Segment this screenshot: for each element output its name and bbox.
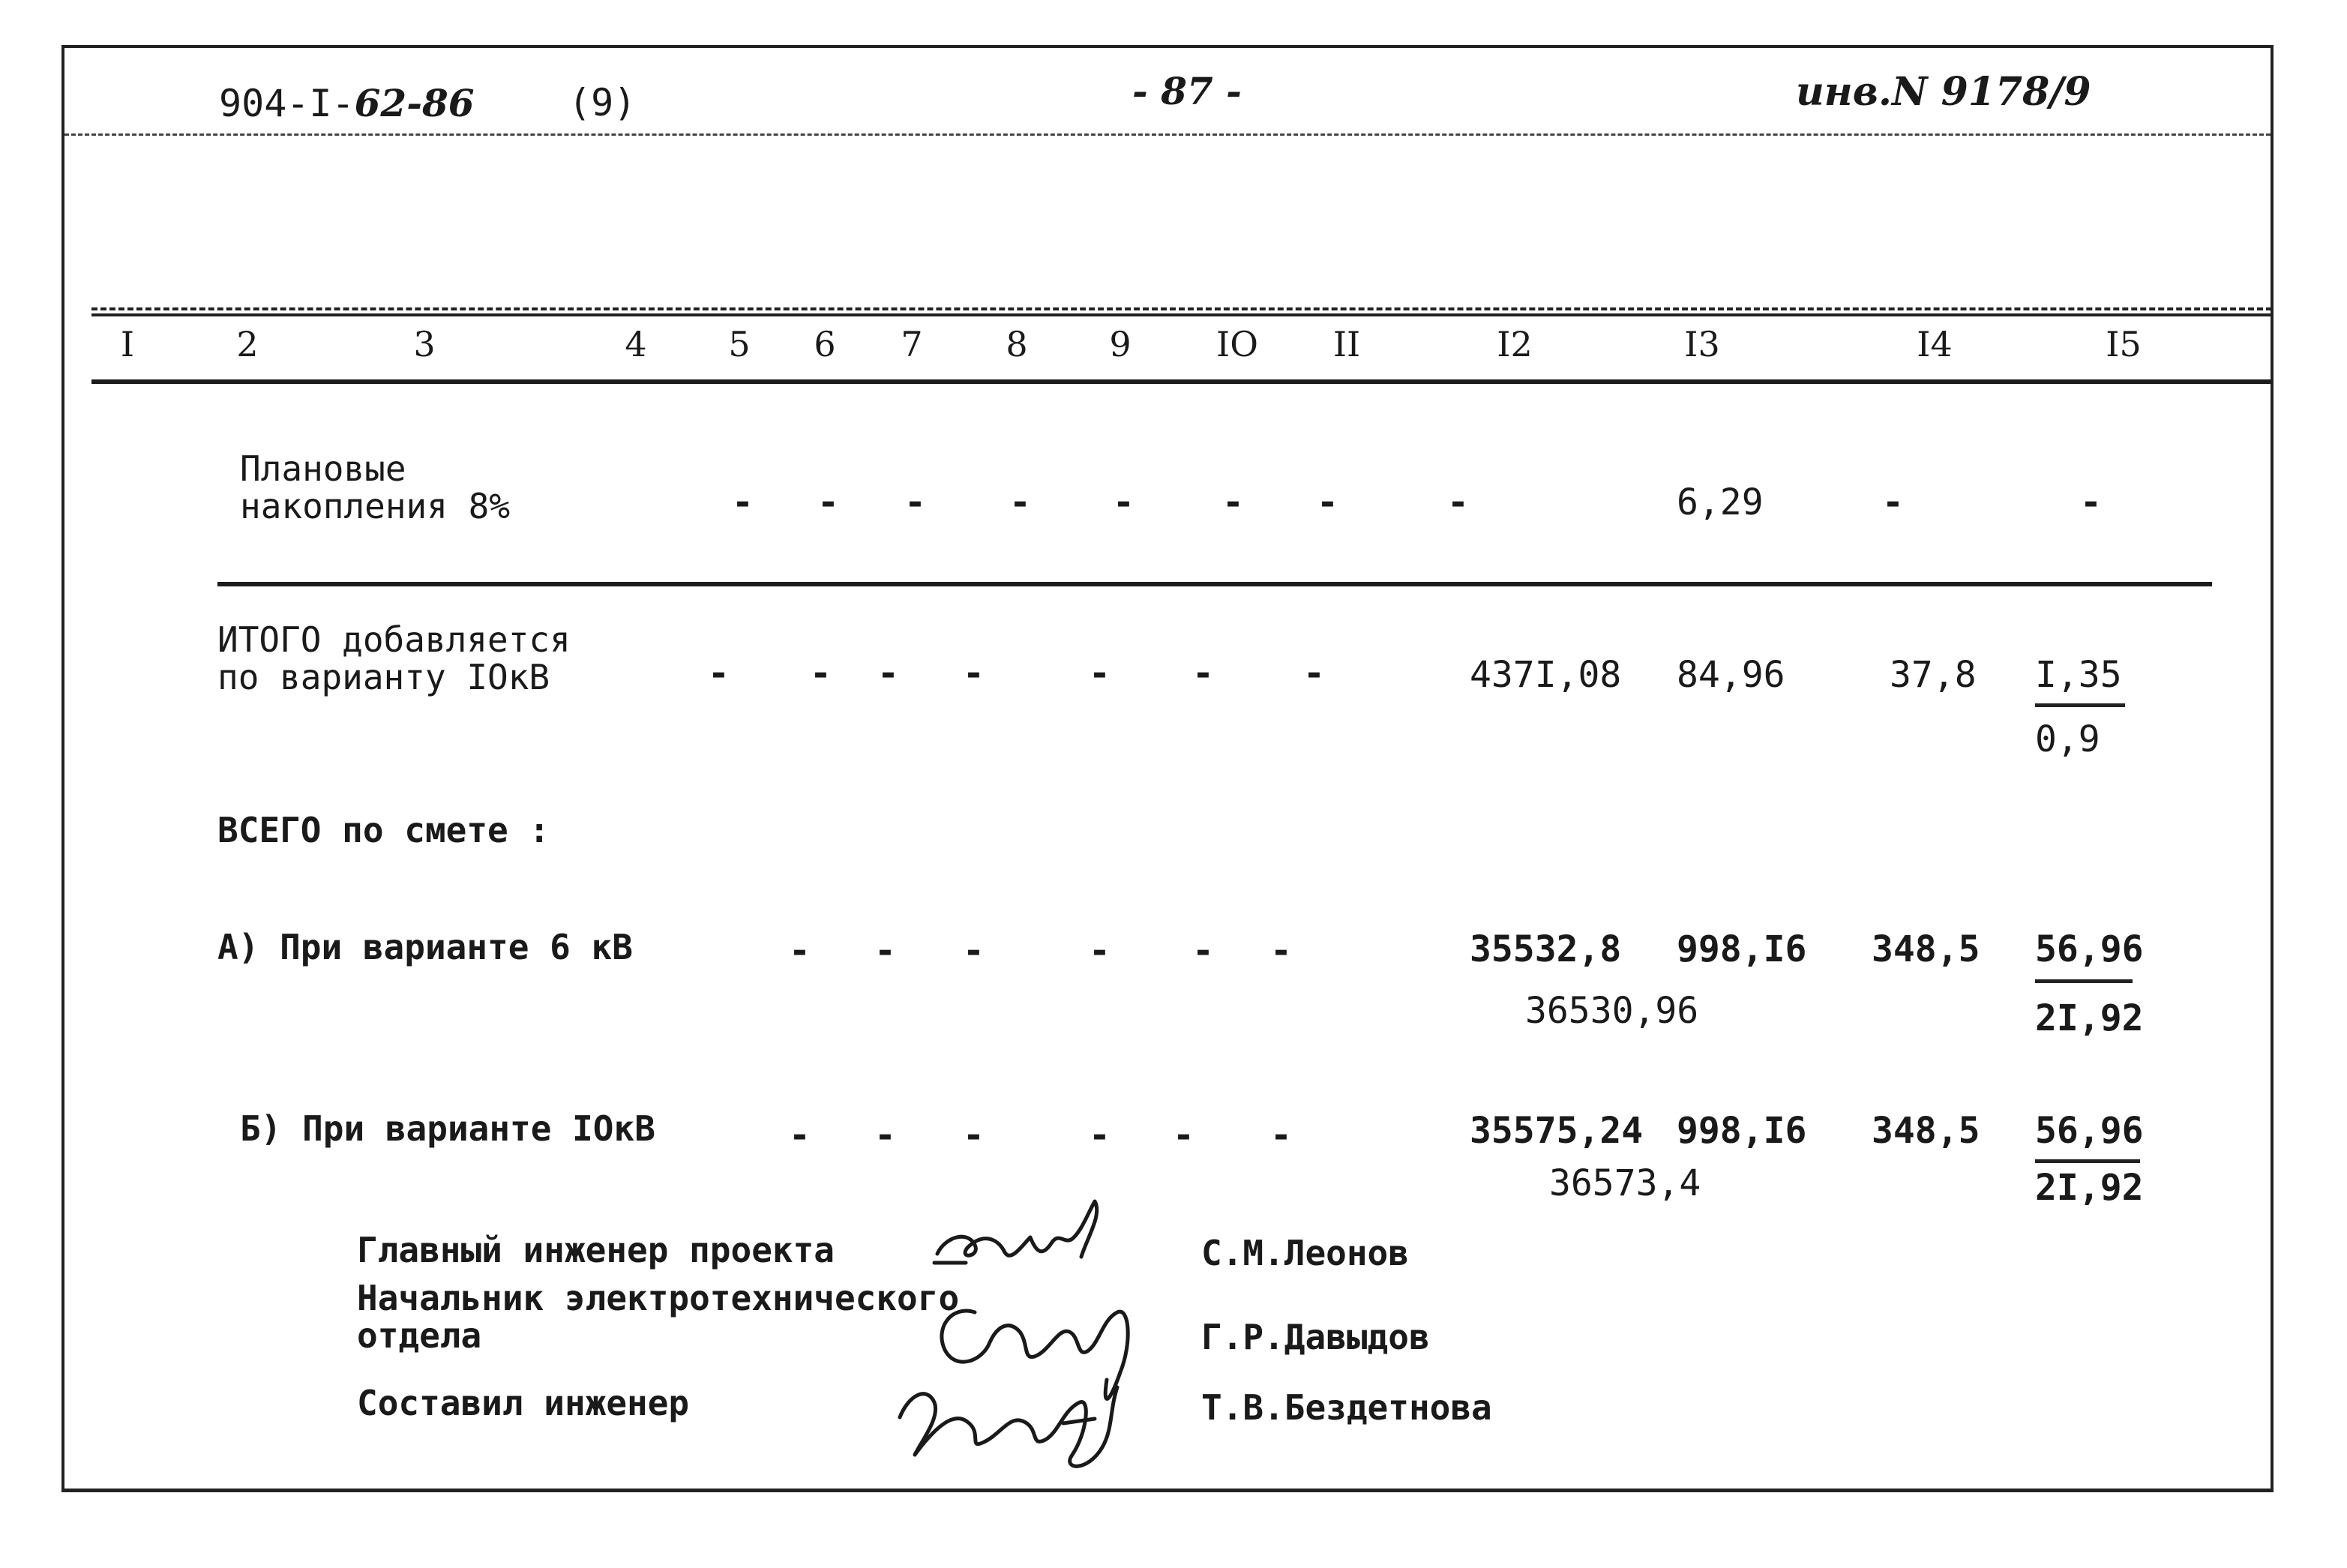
column-number: I5 bbox=[2106, 324, 2142, 364]
cell-col15-top: 56,96 bbox=[2035, 1110, 2144, 1152]
dash-cell: - bbox=[874, 930, 896, 972]
cell-col12: 437I,08 bbox=[1470, 654, 1622, 696]
column-number: 8 bbox=[1006, 324, 1028, 364]
cell-col12: 35532,8 bbox=[1470, 928, 1622, 970]
dash-cell: - bbox=[904, 481, 926, 523]
dash-cell: - bbox=[1173, 1114, 1194, 1156]
row-label-variant-a: А) При варианте 6 кВ bbox=[217, 927, 633, 967]
column-number: I bbox=[120, 324, 135, 364]
row-label-line: ИТОГО добавляется bbox=[217, 619, 571, 660]
header-divider bbox=[64, 133, 2271, 136]
document-code-handwritten: 62-86 bbox=[354, 81, 475, 125]
signatory-role-line: Начальник электротехнического bbox=[357, 1278, 960, 1318]
dash-cell: - bbox=[963, 1114, 985, 1156]
row-sum: 36530,96 bbox=[1525, 990, 1699, 1032]
row-label-variant-b: Б) При варианте IOкВ bbox=[240, 1108, 655, 1149]
column-number: I4 bbox=[1917, 324, 1953, 364]
dash-cell: - bbox=[789, 930, 811, 972]
row-label-total-estimate: ВСЕГО по смете : bbox=[217, 810, 550, 850]
cell-col14: 37,8 bbox=[1890, 654, 1977, 696]
dash-cell: - bbox=[789, 1114, 811, 1156]
dash-cell: - bbox=[1270, 1114, 1292, 1156]
dash-cell: - bbox=[1270, 930, 1292, 972]
column-number: 2 bbox=[236, 324, 259, 364]
row-label-line: по варианту IOкВ bbox=[217, 657, 550, 697]
column-number: 9 bbox=[1109, 324, 1132, 364]
dash-cell: - bbox=[1882, 481, 1904, 523]
signatory-name: Т.В.Бездетнова bbox=[1201, 1387, 1492, 1428]
cell-col15-top: I,35 bbox=[2035, 654, 2122, 696]
fraction-line bbox=[2035, 1159, 2140, 1163]
column-number: 7 bbox=[901, 324, 923, 364]
dash-cell: - bbox=[2080, 481, 2102, 523]
sheet-number: (9) bbox=[568, 81, 637, 124]
column-number: IO bbox=[1216, 324, 1258, 364]
signatory-name: Г.Р.Давыдов bbox=[1201, 1317, 1430, 1357]
cell-col15-top: 56,96 bbox=[2035, 928, 2144, 970]
dash-cell: - bbox=[877, 652, 899, 694]
cell-col13: 998,I6 bbox=[1677, 1110, 1807, 1152]
dash-cell: - bbox=[817, 481, 839, 523]
column-number: 6 bbox=[814, 324, 836, 364]
dash-cell: - bbox=[1192, 652, 1214, 694]
cell-col13: 6,29 bbox=[1677, 481, 1764, 523]
dash-cell: - bbox=[708, 652, 730, 694]
dash-cell: - bbox=[810, 652, 832, 694]
dash-cell: - bbox=[874, 1114, 896, 1156]
column-number: I3 bbox=[1684, 324, 1720, 364]
inventory-number: инв.N 9178/9 bbox=[1796, 69, 2091, 115]
signatory-role: Составил инженер bbox=[357, 1383, 690, 1423]
cell-col14: 348,5 bbox=[1872, 1110, 1980, 1152]
dash-cell: - bbox=[732, 481, 754, 523]
column-number: 3 bbox=[413, 324, 436, 364]
row-label-planned bbox=[240, 450, 510, 525]
row-label-line: накопления 8% bbox=[240, 486, 511, 526]
cell-col13: 998,I6 bbox=[1677, 928, 1807, 970]
dash-cell: - bbox=[1317, 481, 1338, 523]
dash-cell: - bbox=[1113, 481, 1135, 523]
cell-col14: 348,5 bbox=[1872, 928, 1980, 970]
handwritten-signatures bbox=[862, 1185, 1207, 1485]
column-number: I2 bbox=[1497, 324, 1533, 364]
fraction-line bbox=[2035, 703, 2125, 707]
cell-col13: 84,96 bbox=[1677, 654, 1785, 696]
dash-cell: - bbox=[1089, 652, 1111, 694]
column-header-top-rule bbox=[91, 307, 2272, 316]
page-number: - 87 - bbox=[1132, 69, 1242, 113]
fraction-line bbox=[2035, 979, 2133, 983]
column-number: 4 bbox=[625, 324, 647, 364]
signatory-role-line: отдела bbox=[357, 1315, 482, 1356]
dash-cell: - bbox=[1089, 1114, 1111, 1156]
cell-col15-bottom: 2I,92 bbox=[2035, 1167, 2144, 1209]
cell-col15-bottom: 0,9 bbox=[2035, 718, 2100, 760]
cell-col15-bottom: 2I,92 bbox=[2035, 997, 2144, 1039]
column-number: 5 bbox=[728, 324, 751, 364]
row-label-total-added bbox=[217, 621, 571, 696]
row-label-line: Плановые bbox=[240, 448, 406, 489]
document-code-printed: 904-I- bbox=[219, 82, 355, 125]
column-header-bottom-rule bbox=[91, 379, 2272, 384]
dash-cell: - bbox=[1222, 481, 1244, 523]
dash-cell: - bbox=[1447, 481, 1469, 523]
row-sum: 36573,4 bbox=[1549, 1162, 1701, 1204]
signatory-role: Главный инженер проекта bbox=[357, 1230, 835, 1270]
dash-cell: - bbox=[1192, 930, 1214, 972]
dash-cell: - bbox=[1303, 652, 1325, 694]
dash-cell: - bbox=[1089, 930, 1111, 972]
document-code bbox=[219, 81, 475, 125]
dash-cell: - bbox=[963, 652, 985, 694]
column-number: II bbox=[1332, 324, 1361, 364]
dash-cell: - bbox=[1009, 481, 1031, 523]
cell-col12: 35575,24 bbox=[1470, 1110, 1644, 1152]
signatory-name: С.М.Леонов bbox=[1201, 1233, 1409, 1273]
dash-cell: - bbox=[963, 930, 985, 972]
section-rule bbox=[217, 582, 2212, 586]
